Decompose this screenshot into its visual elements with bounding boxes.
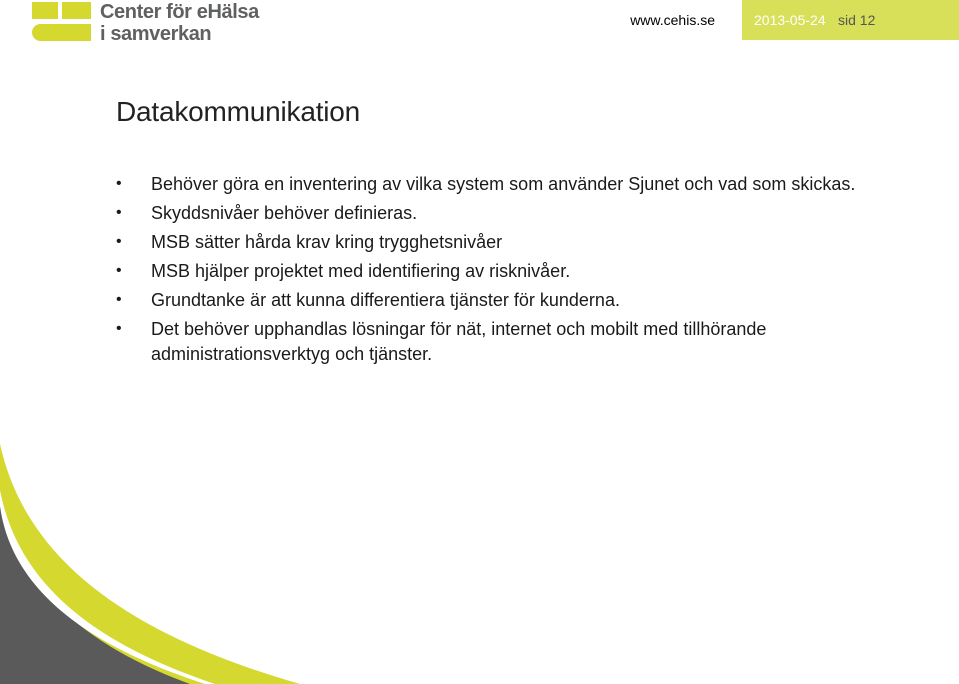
logo-text-line2: i samverkan bbox=[100, 23, 212, 45]
logo-text-line1: Center för eHälsa bbox=[100, 1, 259, 23]
bullet-dot-icon: • bbox=[116, 262, 122, 279]
bullet-text: Det behöver upphandlas lösningar för nät, internet och mobilt med tillhörande administrationsverktyg och tjänster. bbox=[151, 319, 767, 364]
logo-mark-icon bbox=[32, 2, 92, 44]
bullet-dot-icon: • bbox=[116, 291, 122, 308]
bullet-item bbox=[116, 230, 886, 255]
bullet-text: Behöver göra en inventering av vilka system som använder Sjunet och vad som skickas. bbox=[151, 174, 856, 194]
bullet-item bbox=[116, 201, 886, 226]
bullet-item bbox=[116, 317, 886, 366]
bullet-dot-icon: • bbox=[116, 204, 122, 221]
bullet-item bbox=[116, 288, 886, 313]
logo-text bbox=[100, 2, 259, 44]
website-url[interactable]: www.cehis.se bbox=[630, 12, 715, 28]
slide-title: Datakommunikation bbox=[116, 96, 361, 127]
slide-date: 2013-05-24 bbox=[754, 12, 826, 28]
bullet-item bbox=[116, 172, 886, 197]
bullet-dot-icon: • bbox=[116, 233, 122, 250]
page-number: sid 12 bbox=[838, 12, 876, 28]
bullet-text: Skyddsnivåer behöver definieras. bbox=[151, 203, 418, 223]
corner-decoration bbox=[0, 444, 300, 684]
bullet-text: MSB hjälper projektet med identifiering av risknivåer. bbox=[151, 261, 571, 281]
bullet-text: MSB sätter hårda krav kring trygghetsnivåer bbox=[151, 232, 503, 252]
bullet-dot-icon: • bbox=[116, 175, 122, 192]
cehis-logo bbox=[32, 1, 259, 45]
bullet-text: Grundtanke är att kunna differentiera tjänster för kunderna. bbox=[151, 290, 620, 310]
bullet-dot-icon: • bbox=[116, 320, 122, 337]
date-page-box bbox=[742, 0, 959, 40]
bullet-list bbox=[116, 172, 886, 371]
bullet-item bbox=[116, 259, 886, 284]
